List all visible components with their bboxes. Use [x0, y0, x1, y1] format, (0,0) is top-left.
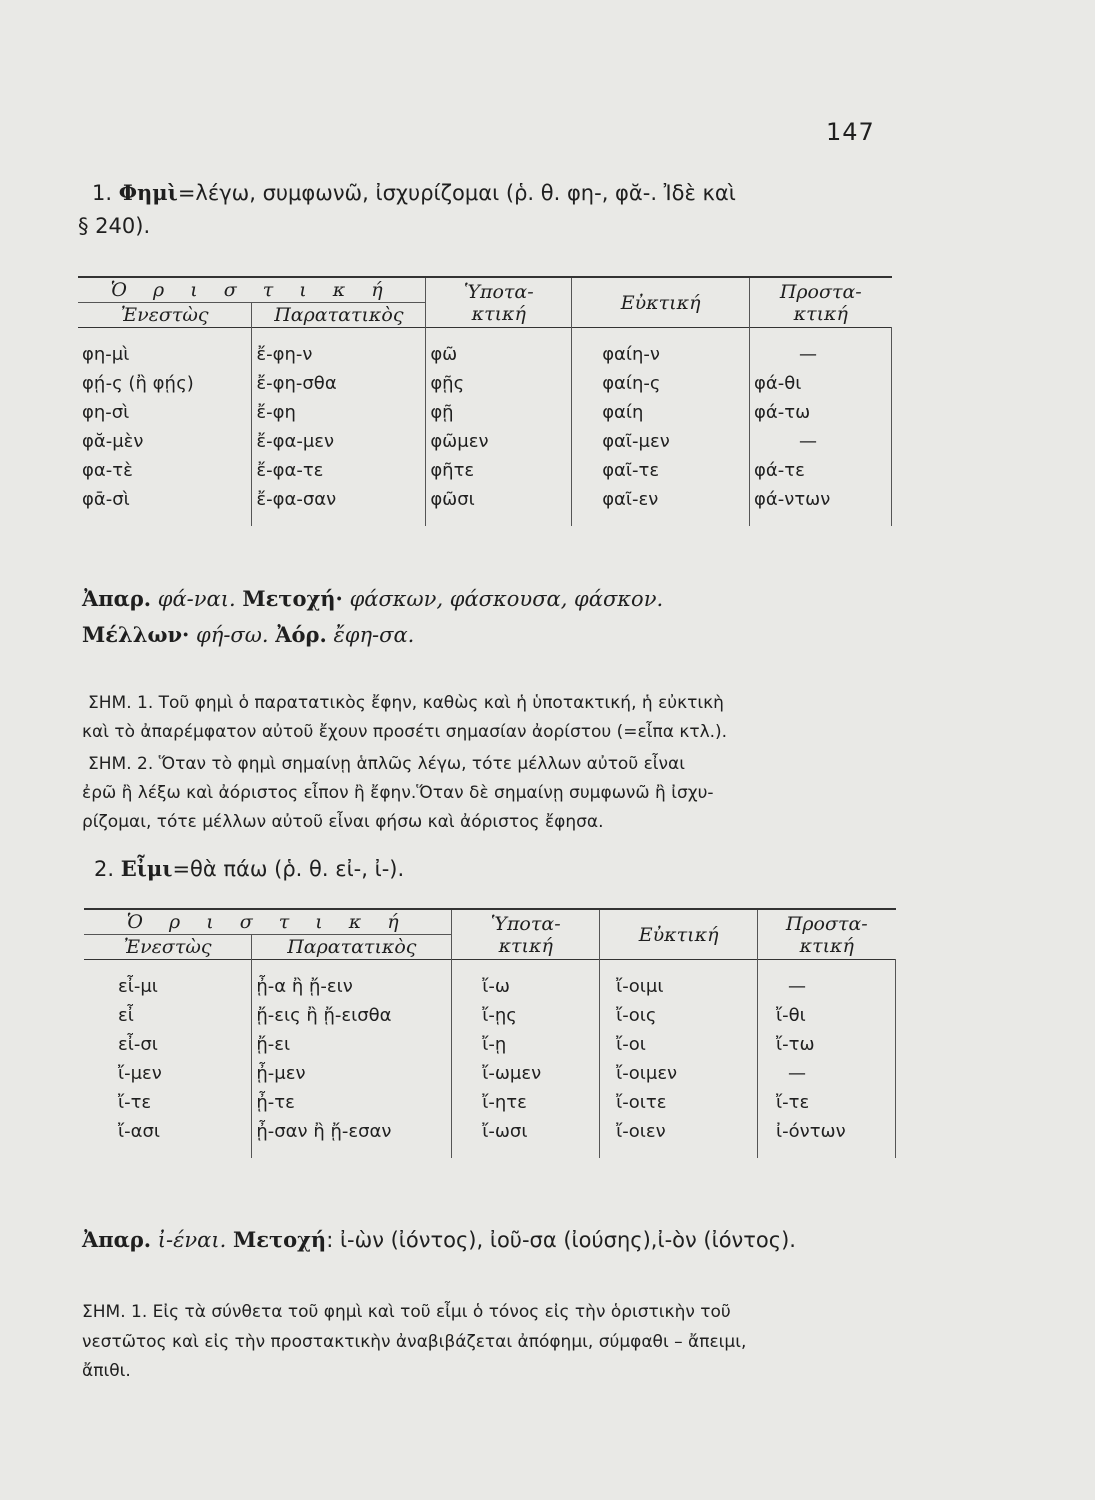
section-2-forms-line [82, 1227, 796, 1252]
header-ypotaktiki-2: Ὑποτα- κτική [452, 909, 600, 960]
header-ypotaktiki: Ὑποτα- κτική [426, 277, 572, 328]
conjugation-table-phemi [78, 276, 892, 526]
col-efktiki-2: ἴ-οιμι ἴ-οις ἴ-οι ἴ-οιμεν ἴ-οιτε ἴ-οιεν [600, 960, 758, 1159]
note-2-line2: ἐρῶ ἢ λέξω καὶ ἀόριστος εἶπον ἢ ἔφην.Ὅταν δὲ σημαίνῃ συμφωνῶ ἢ ἰσχυ- [82, 783, 714, 803]
header-enestos: Ἐνεστὼς [120, 304, 209, 326]
col-enestos-2: εἶ-μι εἶ εἶ-σι ἴ-μεν ἴ-τε ἴ-ασι [84, 960, 252, 1159]
note-2-line1: ΣΗΜ. 2. Ὅταν τὸ φημὶ σημαίνῃ ἁπλῶς λέγω, τότε μέλλων αὐτοῦ εἶναι [88, 754, 685, 774]
section-2-definition: =θὰ πάω (ῥ. θ. εἰ-, ἰ-). [172, 857, 405, 881]
apar-label: Ἀπαρ. [82, 586, 152, 611]
section-1-number: 1. [92, 181, 113, 205]
mellon-label: Μέλλων· [82, 622, 190, 647]
section-1-word: Φημὶ [118, 180, 178, 205]
header-prostaktiki: Προστα- κτική [750, 277, 892, 328]
metochi-value: φάσκων, φάσκουσα, φάσκον. [349, 587, 664, 611]
col-paratatikos: ἔ-φη-ν ἔ-φη-σθα ἔ-φη ἔ-φα-μεν ἔ-φα-τε ἔ-φα-σαν [252, 328, 426, 527]
aor-label: Ἀόρ. [275, 622, 327, 647]
section-2-heading [94, 856, 404, 881]
mellon-value: φή-σω. [196, 623, 269, 647]
apar-value: φά-ναι. [157, 587, 236, 611]
header-paratatikos: Παρατατικὸς [252, 303, 426, 328]
metochi-label: Μετοχή· [242, 586, 343, 611]
col-prostaktiki-2: — ἴ-θι ἴ-τω — ἴ-τε ἰ-όντων [758, 960, 896, 1159]
col-ypotaktiki-2: ἴ-ω ἴ-ῃς ἴ-ῃ ἴ-ωμεν ἴ-ητε ἴ-ωσι [452, 960, 600, 1159]
note-1-line2: καὶ τὸ ἀπαρέμφατον αὐτοῦ ἔχουν προσέτι σημασίαν ἀορίστου (=εἶπα κτλ.). [82, 722, 728, 742]
section-2-word: Εἶμι [120, 856, 173, 881]
col-efktiki: φαίη-ν φαίη-ς φαίη φαῖ-μεν φαῖ-τε φαῖ-εν [572, 328, 750, 527]
col-paratatikos-2: ᾖ-α ἢ ᾔ-ειν ᾔ-εις ἢ ᾔ-εισθα ᾔ-ει ᾖ-μεν ᾖ-τε ᾖ-σαν ἢ ᾔ-εσαν [252, 960, 452, 1159]
conjugation-table-eimi [84, 908, 896, 1158]
note-3-line3: ἄπιθι. [82, 1361, 131, 1381]
section-2-number: 2. [94, 857, 115, 881]
aor-value: ἔφη-σα. [333, 623, 415, 647]
note-2-line3: ρίζομαι, τότε μέλλων αὐτοῦ εἶναι φήσω καὶ ἀόριστος ἔφησα. [82, 812, 604, 832]
note-3-line1: ΣΗΜ. 1. Εἰς τὰ σύνθετα τοῦ φημὶ καὶ τοῦ εἶμι ὁ τόνος εἰς τὴν ὁριστικὴν τοῦ [82, 1302, 731, 1322]
section-1-heading [92, 180, 736, 205]
apar-value-2: ἰ-έναι. [157, 1228, 227, 1252]
page-number: 147 [826, 118, 875, 146]
header-paratatikos-2: Παρατατικὸς [252, 935, 452, 960]
apar-label-2: Ἀπαρ. [82, 1227, 152, 1252]
header-prostaktiki-2: Προστα- κτική [758, 909, 896, 960]
header-efktiki-2: Εὐκτική [600, 909, 758, 960]
section-1-definition: =λέγω, συμφωνῶ, ἰσχυρίζομαι (ῥ. θ. φη-, φᾰ-. Ἰδὲ καὶ [177, 181, 736, 205]
section-1-heading-line2: § 240). [78, 214, 151, 238]
col-ypotaktiki: φῶ φῇς φῇ φῶμεν φῆτε φῶσι [426, 328, 572, 527]
col-enestos: φη-μὶ φῄ-ς (ἢ φῄς) φη-σὶ φᾰ-μὲν φα-τὲ φᾱ-σὶ [78, 328, 252, 527]
note-1-line1: ΣΗΜ. 1. Τοῦ φημὶ ὁ παρατατικὸς ἔφην, καθὼς καὶ ἡ ὑποτακτική, ἡ εὐκτικὴ [88, 693, 724, 713]
section-1-forms-line1 [82, 586, 663, 611]
section-1-forms-line2 [82, 622, 414, 647]
metochi-label-2: Μετοχή [232, 1227, 327, 1252]
col-prostaktiki: — φά-θι φά-τω — φά-τε φά-ντων [750, 328, 892, 527]
header-enestos-2: Ἐνεστὼς [123, 936, 212, 958]
header-efktiki: Εὐκτική [572, 277, 750, 328]
note-3-line2: νεστῶτος καὶ εἰς τὴν προστακτικὴν ἀναβιβάζεται ἀπόφημι, σύμφαθι – ἄπειμι, [82, 1332, 747, 1352]
header-oristiki-2: Ὁ ρ ι σ τ ι κ ή [84, 909, 452, 935]
header-oristiki: Ὁ ρ ι σ τ ι κ ή [78, 277, 426, 303]
metochi-value-2: : ἰ-ὼν (ἰόντος), ἰοῦ-σα (ἰούσης),ἰ-ὸν (ἰόντος). [326, 1228, 796, 1252]
